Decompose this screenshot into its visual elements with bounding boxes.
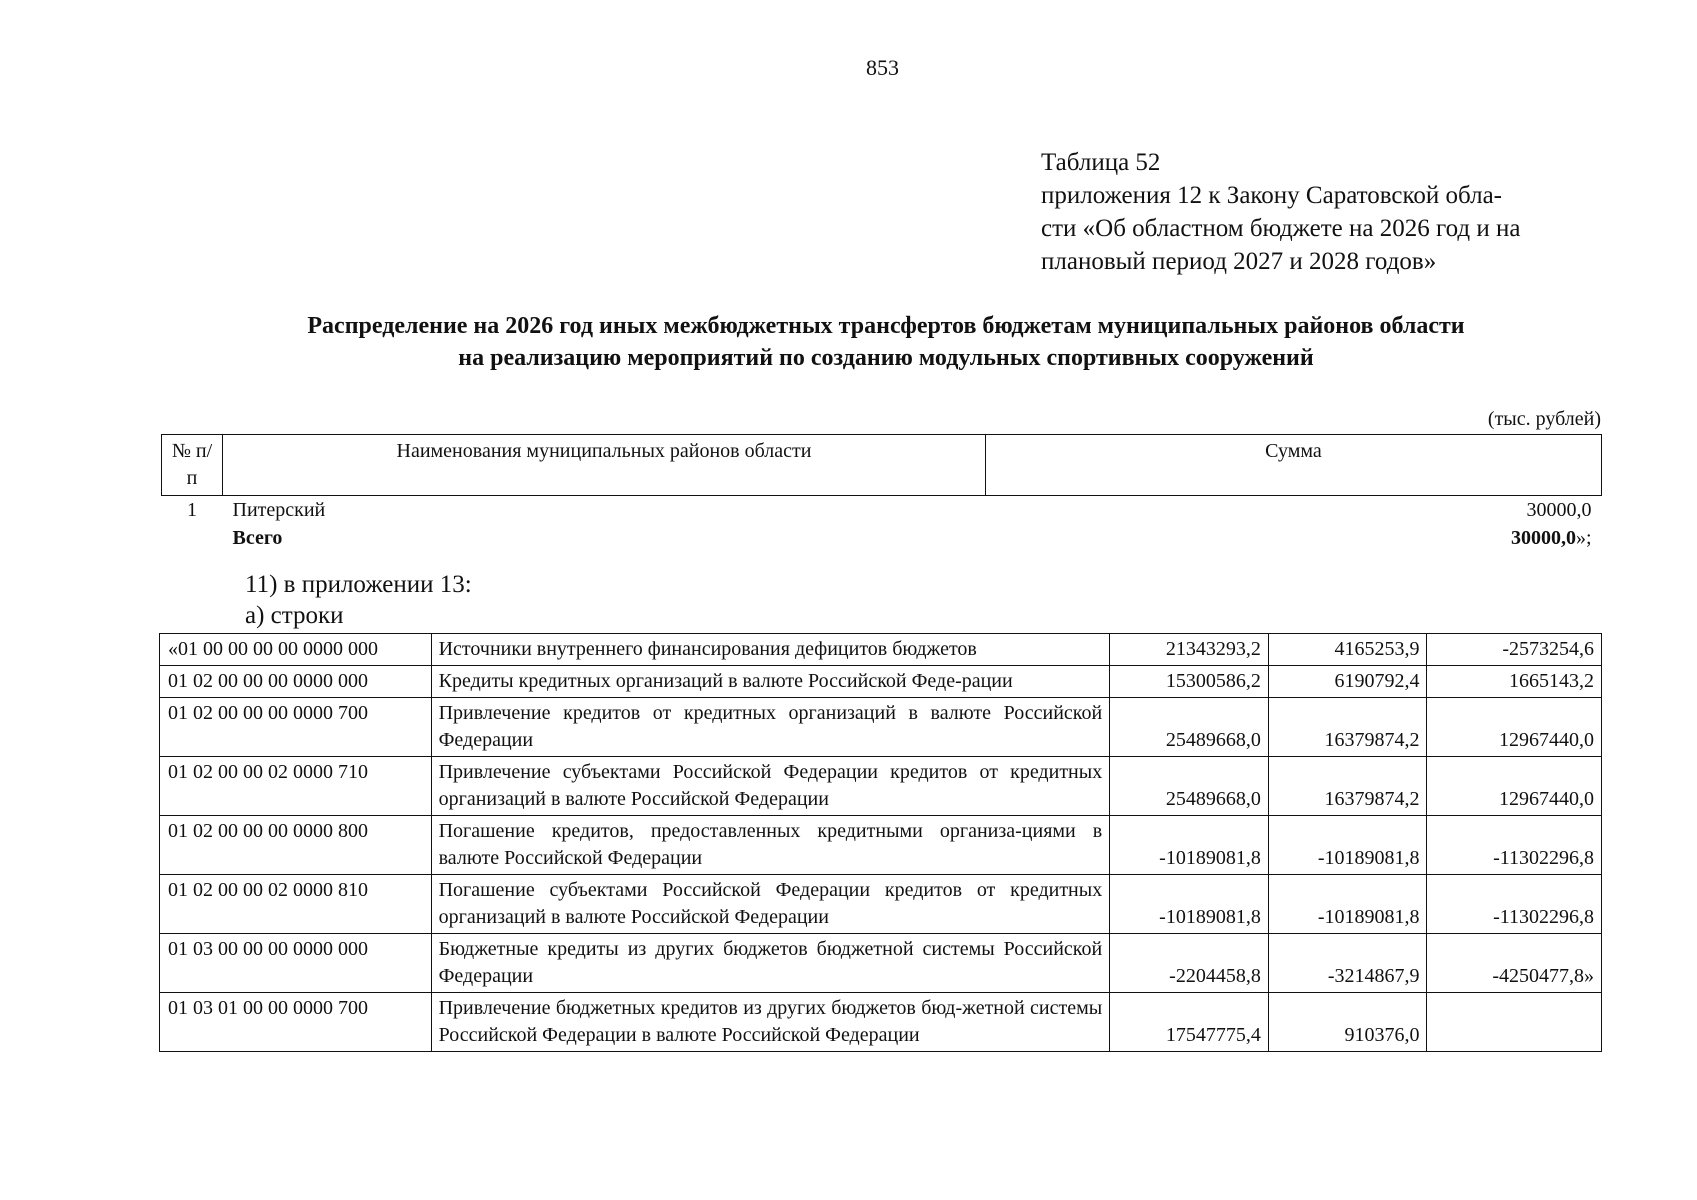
table-number: Таблица 52 <box>1041 149 1161 176</box>
table-row <box>160 698 1602 757</box>
value-2026: 17547775,4 <box>1110 993 1269 1052</box>
budget-code: 01 03 00 00 00 0000 000 <box>160 934 432 993</box>
total-row <box>162 524 1602 552</box>
value-2028: 12967440,0 <box>1427 757 1602 816</box>
value-2026: 25489668,0 <box>1110 698 1269 757</box>
table-row <box>160 666 1602 698</box>
table-row <box>160 875 1602 934</box>
district-name: Питерский <box>232 499 326 521</box>
table-row <box>160 816 1602 875</box>
value-2028: -2573254,6 <box>1427 634 1602 666</box>
table-reference-note <box>1041 146 1601 278</box>
value-2027: 6190792,4 <box>1268 666 1427 698</box>
total-suffix: »; <box>1575 527 1592 549</box>
value-2027: 910376,0 <box>1268 993 1427 1052</box>
budget-code: 01 02 00 00 02 0000 810 <box>160 875 432 934</box>
total-amount-cell <box>986 524 1602 552</box>
row-label: Привлечение субъектами Российской Федерации кредитов от кредитных организаций в валюте Российской Федерации <box>431 757 1110 816</box>
table-row <box>160 634 1602 666</box>
table-row <box>160 757 1602 816</box>
transfers-table <box>161 434 1602 552</box>
table-row <box>160 993 1602 1052</box>
row-label: Погашение субъектами Российской Федерации кредитов от кредитных организаций в валюте Российской Федерации <box>431 875 1110 934</box>
row-label: Кредиты кредитных организаций в валюте Российской Феде-рации <box>431 666 1110 698</box>
annex-line: приложения 12 к Закону Саратовской обла- <box>1041 182 1502 209</box>
row-label: Привлечение бюджетных кредитов из других бюджетов бюд-жетной системы Российской Федерации в валюте Российской Федерации <box>431 993 1110 1052</box>
value-2026: -10189081,8 <box>1110 816 1269 875</box>
title-line-2: на реализацию мероприятий по созданию модульных спортивных сооружений <box>458 345 1314 371</box>
value-2027: -10189081,8 <box>1268 816 1427 875</box>
row-number: 1 <box>187 499 197 521</box>
value-2027: -10189081,8 <box>1268 875 1427 934</box>
row-label: Источники внутреннего финансирования дефицитов бюджетов <box>431 634 1110 666</box>
budget-code: 01 02 00 00 00 0000 700 <box>160 698 432 757</box>
table-row <box>162 496 1602 525</box>
total-label: Всего <box>232 527 283 549</box>
row-label: Погашение кредитов, предоставленных кредитными организа-циями в валюте Российской Федерации <box>431 816 1110 875</box>
total-amount: 30000,0 <box>1510 527 1576 549</box>
value-2026: 15300586,2 <box>1110 666 1269 698</box>
row-label: Привлечение кредитов от кредитных организаций в валюте Российской Федерации <box>431 698 1110 757</box>
title-line-1: Распределение на 2026 год иных межбюджетных трансфертов бюджетам муниципальных районов области <box>307 313 1465 339</box>
value-2026: -2204458,8 <box>1110 934 1269 993</box>
header-district-name: Наименования муниципальных районов области <box>223 435 986 496</box>
value-2026: -10189081,8 <box>1110 875 1269 934</box>
value-2026: 21343293,2 <box>1110 634 1269 666</box>
value-2028 <box>1427 993 1602 1052</box>
document-title <box>160 310 1612 374</box>
row-label: Бюджетные кредиты из других бюджетов бюджетной системы Российской Федерации <box>431 934 1110 993</box>
page-number: 853 <box>866 55 899 80</box>
header-sum: Сумма <box>986 435 1602 496</box>
financing-sources-table <box>159 633 1602 1052</box>
amendment-subparagraph: а) строки <box>245 602 344 629</box>
amendment-paragraph: 11) в приложении 13: <box>245 571 472 598</box>
row-amount: 30000,0 <box>1526 499 1592 521</box>
budget-code: «01 00 00 00 00 0000 000 <box>160 634 432 666</box>
value-2028: -4250477,8» <box>1427 934 1602 993</box>
budget-code: 01 03 01 00 00 0000 700 <box>160 993 432 1052</box>
value-2027: 16379874,2 <box>1268 698 1427 757</box>
value-2027: 4165253,9 <box>1268 634 1427 666</box>
budget-code: 01 02 00 00 00 0000 800 <box>160 816 432 875</box>
table-header-row <box>162 435 1602 496</box>
value-2028: 1665143,2 <box>1427 666 1602 698</box>
value-2028: -11302296,8 <box>1427 816 1602 875</box>
units-label: (тыс. рублей) <box>1487 408 1601 430</box>
value-2026: 25489668,0 <box>1110 757 1269 816</box>
value-2027: -3214867,9 <box>1268 934 1427 993</box>
law-title-line: сти «Об областном бюджете на 2026 год и на <box>1041 215 1521 242</box>
header-number: № п/п <box>162 435 223 496</box>
budget-code: 01 02 00 00 00 0000 000 <box>160 666 432 698</box>
value-2027: 16379874,2 <box>1268 757 1427 816</box>
value-2028: -11302296,8 <box>1427 875 1602 934</box>
budget-code: 01 02 00 00 02 0000 710 <box>160 757 432 816</box>
value-2028: 12967440,0 <box>1427 698 1602 757</box>
period-line: плановый период 2027 и 2028 годов» <box>1041 248 1437 275</box>
table-row <box>160 934 1602 993</box>
